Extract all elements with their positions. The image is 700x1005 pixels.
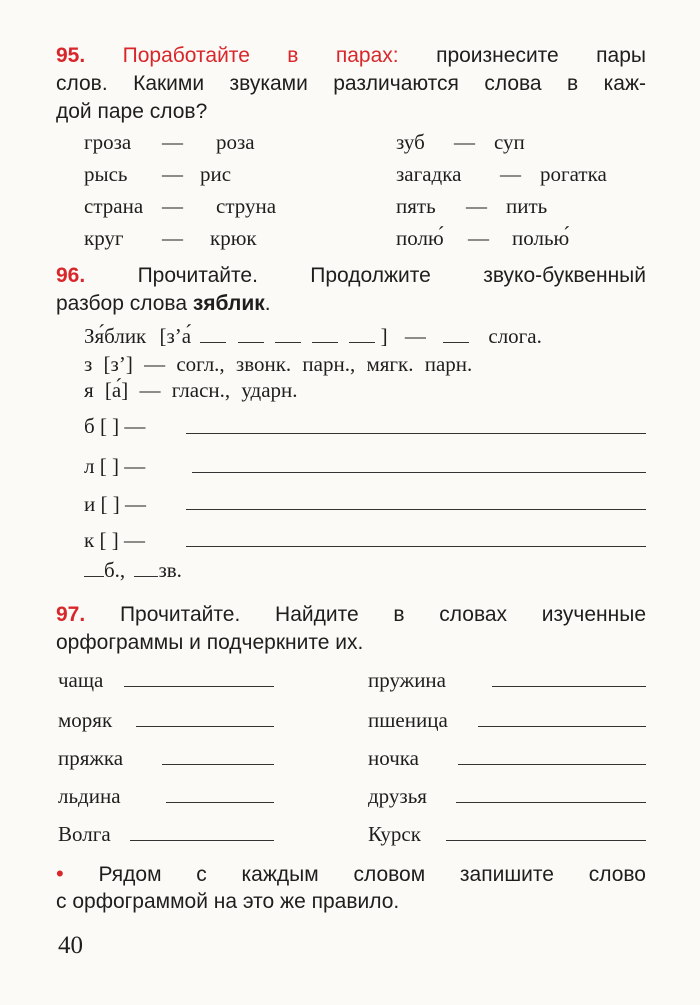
ex96-line1-rest: Прочитайте. Продолжите звуко-буквенный bbox=[137, 264, 646, 287]
answer-line[interactable] bbox=[458, 764, 646, 765]
page-number: 40 bbox=[58, 932, 83, 959]
bracket: [ ] — bbox=[100, 492, 146, 516]
ex97-task-line2: с орфограммой на это же правило. bbox=[56, 890, 400, 913]
dash: — bbox=[468, 226, 489, 250]
blank-line[interactable] bbox=[443, 322, 469, 343]
pair bbox=[396, 160, 607, 188]
pair bbox=[84, 160, 231, 188]
pair bbox=[84, 192, 276, 220]
letter: б bbox=[84, 414, 95, 438]
ex95-line2: слов. Какими звуками различаются слова в каж- bbox=[56, 72, 646, 95]
ex96-line2-start: разбор слова bbox=[56, 292, 188, 315]
ex97-line1-rest: Прочитайте. Найдите в словах изученные bbox=[119, 603, 646, 626]
blank-line[interactable] bbox=[134, 556, 158, 577]
word-left: пряжка bbox=[58, 746, 124, 770]
answer-line[interactable] bbox=[492, 686, 646, 687]
pair bbox=[84, 224, 257, 252]
letter: и bbox=[84, 492, 96, 516]
dash: — bbox=[162, 194, 183, 218]
answer-line[interactable] bbox=[192, 472, 646, 473]
answer-line[interactable] bbox=[166, 802, 274, 803]
dash: — bbox=[404, 324, 426, 348]
ex96-line2-end: . bbox=[264, 292, 271, 315]
pair-word: загадка bbox=[396, 162, 462, 186]
ex96-letter-b bbox=[84, 412, 145, 440]
pair-word: роза bbox=[216, 130, 255, 154]
dash: — bbox=[466, 194, 487, 218]
word-right: ночка bbox=[368, 746, 419, 770]
dash: — bbox=[500, 162, 521, 186]
ex96-letter-i bbox=[84, 490, 146, 518]
word-right: пружина bbox=[368, 668, 446, 692]
pair-word: гроза bbox=[84, 130, 132, 154]
pair-word: рысь bbox=[84, 162, 128, 186]
letter: к bbox=[84, 528, 95, 552]
word-left: льдина bbox=[58, 784, 121, 808]
answer-line[interactable] bbox=[136, 726, 274, 727]
answer-line[interactable] bbox=[446, 840, 646, 841]
pair-word: суп bbox=[494, 130, 525, 154]
ex97-task-text1: Рядом с каждым словом запишите слово bbox=[98, 863, 646, 886]
blank-line[interactable] bbox=[200, 322, 226, 343]
ex96-word: зяблик bbox=[192, 292, 265, 315]
bracket: [ ] — bbox=[99, 528, 145, 552]
ex95-line1-rest: произнесите пары bbox=[436, 44, 646, 67]
pair-word: рогатка bbox=[540, 162, 607, 186]
bullet-icon: • bbox=[56, 861, 64, 886]
pair-word: страна bbox=[84, 194, 144, 218]
analysis-word: Зя́блик bbox=[84, 324, 147, 348]
answer-line[interactable] bbox=[456, 802, 646, 803]
pair-word: зуб bbox=[396, 130, 425, 154]
pair-word: крюк bbox=[210, 226, 257, 250]
word-right: пшеница bbox=[368, 708, 448, 732]
bracket: [ ] — bbox=[99, 414, 146, 438]
ex96-row2: з [з’] — согл., звонк. парн., мягк. парн. bbox=[84, 352, 473, 376]
pair bbox=[84, 128, 255, 156]
ex96-line2 bbox=[56, 290, 646, 318]
pair-word: пять bbox=[396, 194, 436, 218]
dash: — bbox=[162, 130, 183, 154]
answer-line[interactable] bbox=[186, 509, 646, 510]
ex97-number: 97. bbox=[56, 603, 86, 626]
ex96-row1 bbox=[84, 322, 542, 350]
ex96-summary bbox=[84, 556, 182, 584]
word-left: моряк bbox=[58, 708, 113, 732]
word-right: друзья bbox=[368, 784, 427, 808]
dash: — bbox=[162, 226, 183, 250]
answer-line[interactable] bbox=[186, 433, 646, 434]
ex96-letter-k bbox=[84, 526, 145, 554]
pair-word: полью́ bbox=[512, 226, 570, 250]
ex95-line3: дой паре слов? bbox=[56, 100, 208, 123]
blank-line[interactable] bbox=[238, 322, 264, 343]
pair bbox=[396, 192, 547, 220]
answer-line[interactable] bbox=[186, 546, 646, 547]
answer-line[interactable] bbox=[478, 726, 646, 727]
ex96-row3: я [а́] — гласн., ударн. bbox=[84, 378, 298, 402]
letter: л bbox=[84, 454, 95, 478]
word-left: чаща bbox=[58, 668, 104, 692]
syllables-label: слога. bbox=[488, 324, 542, 348]
pair-word: пить bbox=[506, 194, 548, 218]
ex95-heading: Поработайте в парах: bbox=[122, 44, 399, 67]
transcription-open: [з’а́ bbox=[159, 324, 192, 348]
answer-line[interactable] bbox=[162, 764, 274, 765]
pair-word: полю́ bbox=[396, 226, 444, 250]
pair-word: круг bbox=[84, 226, 124, 250]
blank-line[interactable] bbox=[312, 322, 338, 343]
pair bbox=[396, 128, 525, 156]
word-left: Волга bbox=[58, 822, 111, 846]
answer-line[interactable] bbox=[130, 840, 274, 841]
ex95-number: 95. bbox=[56, 44, 86, 67]
ex96-number: 96. bbox=[56, 264, 86, 287]
ex95-line1 bbox=[56, 42, 646, 70]
ex96-letter-l bbox=[84, 452, 145, 480]
ex96-line1 bbox=[56, 262, 646, 290]
blank-line[interactable] bbox=[275, 322, 301, 343]
blank-line[interactable] bbox=[349, 322, 375, 343]
transcription-close: ] bbox=[380, 324, 388, 348]
pair bbox=[396, 224, 569, 252]
word-right: Курск bbox=[368, 822, 421, 846]
ex97-line1 bbox=[56, 601, 646, 629]
bracket: [ ] — bbox=[99, 454, 146, 478]
pair-word: рис bbox=[200, 162, 232, 186]
ex97-line2: орфограммы и подчеркните их. bbox=[56, 631, 364, 654]
answer-line[interactable] bbox=[124, 686, 274, 687]
pair-word: струна bbox=[216, 194, 277, 218]
ex97-task-line1 bbox=[56, 860, 646, 889]
blank-line[interactable] bbox=[84, 556, 104, 577]
dash: — bbox=[162, 162, 183, 186]
letters-count-label: б., bbox=[104, 558, 126, 582]
dash: — bbox=[454, 130, 475, 154]
sounds-count-label: зв. bbox=[158, 558, 182, 582]
